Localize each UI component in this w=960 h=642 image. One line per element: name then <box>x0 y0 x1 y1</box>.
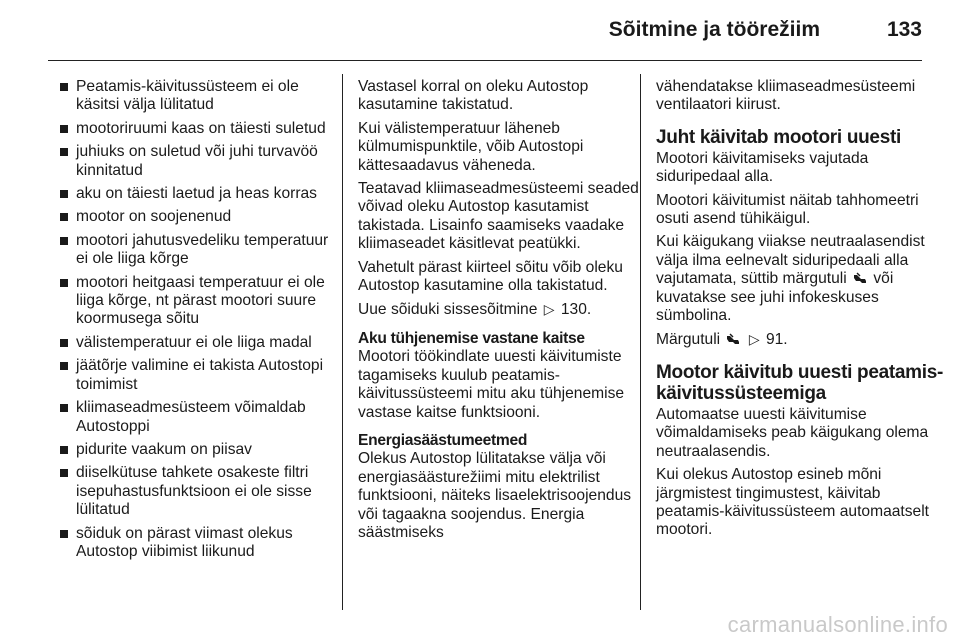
paragraph: Vahetult pärast kiirteel sõitu võib oleku Autostop kasutamine olla takistatud. <box>358 258 623 295</box>
list-item <box>60 399 338 436</box>
paragraph: Automaatse uuesti käivitumise võimaldamiseks peab käigukang olema neutraalasendis. <box>656 405 929 460</box>
list-item <box>60 525 338 562</box>
header-title: Sõitmine ja töörežiim <box>608 18 820 41</box>
list-item-text: kliimaseadmesüsteem võimaldab Autostoppi <box>76 399 306 435</box>
list-item-text: aku on täiesti laetud ja heas korras <box>76 185 317 203</box>
paragraph: Kui olekus Autostop esineb mõni järgmistest tingimustest, käivitab peatamis-käivitussüsteem automaatselt mootori. <box>656 466 930 539</box>
list-item <box>60 120 338 138</box>
section-heading: Mootor käivitub uuesti peatamis-käivitussüsteemiga <box>656 361 944 404</box>
bullet-square-icon <box>60 469 68 477</box>
list-item <box>60 441 338 459</box>
bullet-square-icon <box>60 83 68 91</box>
list-item <box>60 185 338 203</box>
section-heading: Juht käivitab mootori uuesti <box>656 126 901 148</box>
paragraph: Kui välistemperatuur läheneb külmumispunktile, võib Autostopi kättesaadavus väheneda. <box>358 119 584 174</box>
page-reference: 91. <box>765 331 788 349</box>
column-divider <box>342 74 343 610</box>
list-item-text: mootori heitgaasi temperatuur ei ole liiga kõrge, nt pärast mootori suure koormusega sõitu <box>76 273 325 328</box>
list-item <box>60 334 338 352</box>
bullet-square-icon <box>60 190 68 198</box>
list-item-text: välistemperatuur ei ole liiga madal <box>76 333 312 351</box>
watermark: carmanualsonline.info <box>727 612 948 637</box>
column-2 <box>358 78 640 547</box>
page-reference: 130. <box>560 301 592 319</box>
bullet-square-icon <box>60 125 68 133</box>
paragraph-text: Märgutuli <box>656 331 721 349</box>
paragraph-text: Kui käigukang viiakse neutraalasendist välja ilma eelnevalt siduripedaali alla vajutamata, süttib märgutuli <box>656 233 925 288</box>
autostop-car-icon <box>853 272 867 284</box>
list-item <box>60 464 338 519</box>
list-item-text: mootori jahutusvedeliku temperatuur ei ole liiga kõrge <box>76 231 329 268</box>
column-3 <box>656 78 946 545</box>
autostop-car-icon <box>726 333 740 345</box>
paragraph: vähendatakse kliimaseadmesüsteemi ventilaatori kiirust. <box>656 78 916 114</box>
list-item-text: mootor on soojenenud <box>76 208 232 226</box>
bullet-square-icon <box>60 362 68 370</box>
list-item-text: mootoriruumi kaas on täiesti suletud <box>76 119 326 137</box>
bullet-square-icon <box>60 530 68 538</box>
list-item-text: juhiuks on suletud või juhi turvavöö kinnitatud <box>76 143 318 179</box>
paragraph: Mootori käivitumist näitab tahhomeetri osuti asend tühikäigul. <box>656 191 919 228</box>
list-item-text: diiselkütuse tahkete osakeste filtri isepuhastusfunktsioon ei ole sisse lülitatud <box>76 464 312 519</box>
list-item-text: Peatamis-käivitussüsteem ei ole käsitsi välja lülitatud <box>76 78 299 114</box>
bullet-square-icon <box>60 213 68 221</box>
column-divider <box>640 74 641 610</box>
paragraph: Mootori käivitamiseks vajutada siduripedaal alla. <box>656 149 869 186</box>
bullet-square-icon <box>60 148 68 156</box>
section-subheading: Energiasäästumeetmed <box>358 431 528 449</box>
paragraph: Vastasel korral on oleku Autostop kasutamine takistatud. <box>358 78 589 114</box>
list-item <box>60 208 338 226</box>
list-item <box>60 143 338 180</box>
paragraph <box>656 330 946 349</box>
bullet-square-icon <box>60 279 68 287</box>
header-rule <box>48 60 922 61</box>
paragraph: Olekus Autostop lülitatakse välja või energiasäästurežiimi mitu elektrilist funktsiooni, näiteks lisaelektrisoojendus või tagaakna soojendus. Energia säästmiseks <box>358 450 632 541</box>
column-1 <box>60 78 338 566</box>
list-item-text: jäätõrje valimine ei takista Autostopi toimimist <box>76 357 324 393</box>
list-item <box>60 357 338 394</box>
bullet-square-icon <box>60 237 68 245</box>
conditions-list <box>60 78 338 561</box>
list-item <box>60 232 338 269</box>
list-item <box>60 274 338 329</box>
paragraph: Mootori töökindlate uuesti käivitumiste tagamiseks kuulub peatamis-käivitussüsteemi mitu aku tühjenemise vastase kaitse funktsiooni. <box>358 348 625 421</box>
bullet-square-icon <box>60 446 68 454</box>
list-item-text: sõiduk on pärast viimast olekus Autostop viibimist liikunud <box>76 524 293 560</box>
list-item-text: pidurite vaakum on piisav <box>76 440 252 458</box>
section-subheading: Aku tühjenemise vastane kaitse <box>358 329 585 347</box>
bullet-square-icon <box>60 404 68 412</box>
paragraph: Teatavad kliimaseadmesüsteemi seaded võivad oleku Autostop kasutamist takistada. Lisainfo saamiseks vaadake kliimaseadet käsitlevat peatükki. <box>358 180 639 253</box>
paragraph-text: Uue sõiduki sissesõitmine <box>358 301 538 319</box>
triangle-reference-icon: ▷ <box>748 331 760 348</box>
triangle-reference-icon: ▷ <box>543 301 555 318</box>
paragraph <box>656 233 946 325</box>
paragraph <box>358 300 640 319</box>
paragraph-text: või kuvatakse see juhi infokeskuses sümbolina. <box>656 270 894 325</box>
page-number: 133 <box>886 18 922 41</box>
bullet-square-icon <box>60 339 68 347</box>
list-item <box>60 78 338 115</box>
